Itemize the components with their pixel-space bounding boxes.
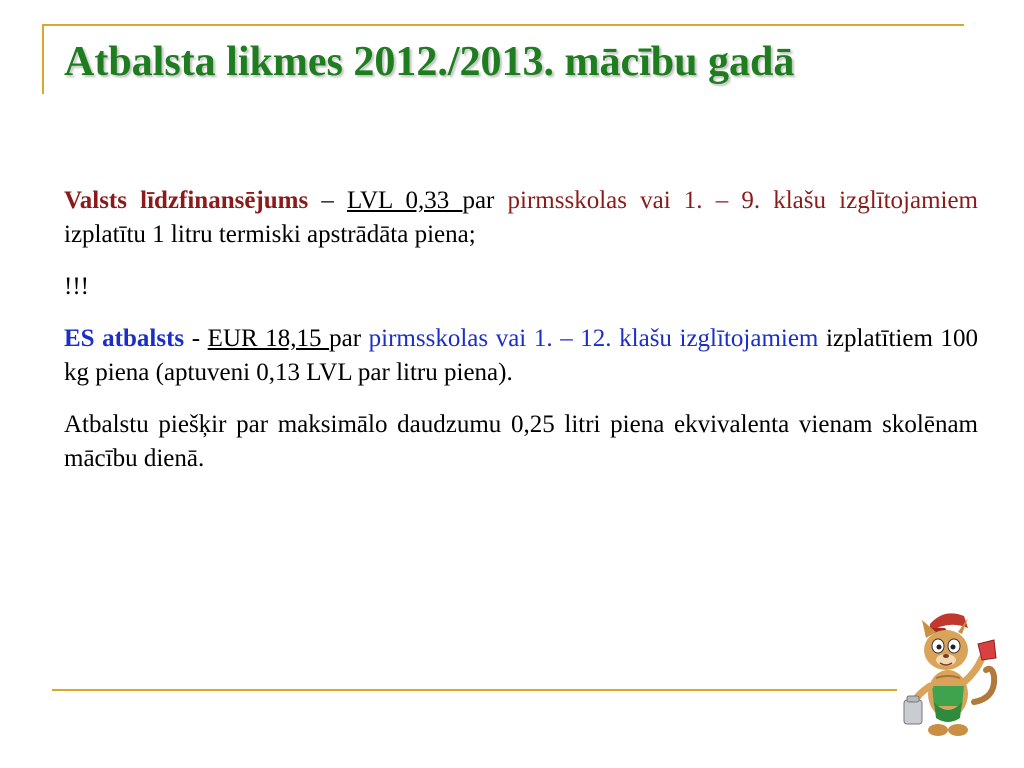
eu-support-amount: EUR 18,15: [207, 325, 330, 352]
par-2: par: [329, 325, 369, 352]
eu-support-group: pirmsskolas vai 1. – 12. klašu izglītojamiem: [368, 325, 819, 352]
slide-body: [64, 184, 978, 494]
par-1: par: [462, 187, 508, 214]
dash-1: –: [308, 187, 348, 214]
paragraph-max-quantity: Atbalstu piešķir par maksimālo daudzumu 0,25 litri piena ekvivalenta vienam skolēnam mācību dienā.: [64, 411, 978, 472]
dash-2: -: [184, 325, 208, 352]
exclamation-marks: !!!: [64, 273, 89, 300]
eu-support-rest: izplatītiem 100 kg piena (aptuveni 0,13 LVL par litru piena).: [64, 325, 978, 386]
cat-mascot-icon: [896, 606, 1006, 740]
frame-top-line: [42, 24, 964, 26]
state-cofinancing-amount: LVL 0,33: [347, 187, 463, 214]
state-cofinancing-rest: izplatītu 1 litru termiski apstrādāta piena;: [64, 221, 476, 248]
state-cofinancing-label: Valsts līdzfinansējums: [64, 187, 309, 214]
state-cofinancing-group: pirmsskolas vai 1. – 9. klašu izglītojamiem: [507, 187, 979, 214]
slide-title: Atbalsta likmes 2012./2013. mācību gadā: [64, 39, 795, 85]
paragraph-state-cofinancing: [64, 184, 978, 252]
eu-support-label: ES atbalsts: [64, 325, 185, 352]
frame-left-line: [42, 24, 44, 94]
paragraph-eu-support: [64, 322, 978, 390]
frame-bottom-line: [52, 689, 897, 691]
